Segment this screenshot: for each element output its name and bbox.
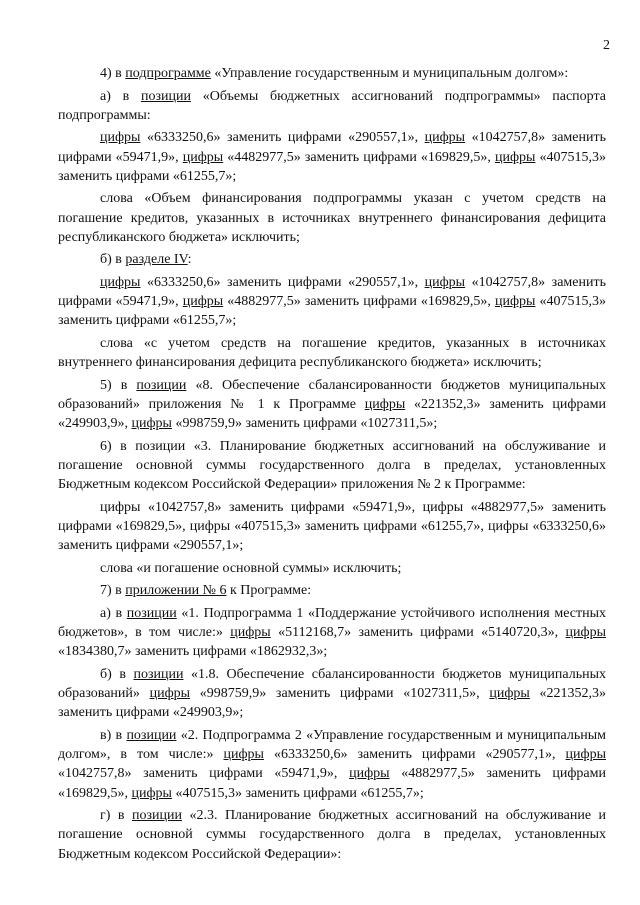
reference-link: цифры xyxy=(149,686,191,702)
reference-link: цифры xyxy=(364,396,406,412)
reference-link: цифры xyxy=(182,294,224,310)
paragraph xyxy=(58,604,606,662)
page-number: 2 xyxy=(603,38,610,53)
paragraph xyxy=(58,189,606,247)
text-segment: «1834380,7» заменить цифрами «1862932,3»; xyxy=(58,644,328,660)
reference-link: цифры xyxy=(100,274,141,290)
text-segment: «1042757,8» заменить цифрами «59471,9», xyxy=(58,766,350,782)
paragraph xyxy=(58,559,606,578)
text-segment: «2.3. Планирование бюджетных ассигнований на обслуживание и погашение основной суммы государственного долга в пределах, установленных Бюджетным кодексом Российской Федерации»: xyxy=(58,808,607,862)
reference-link: цифры xyxy=(565,747,606,763)
text-segment: «1.8. Обеспечение сбалансированности бюджетов муниципальных образований» xyxy=(58,666,606,702)
reference-link: цифры xyxy=(223,747,264,763)
reference-link: приложении № 6 xyxy=(125,583,227,599)
text-segment: «6333250,6» заменить цифрами «290557,1», xyxy=(140,274,425,290)
text-segment: «5112168,7» заменить цифрами «5140720,3», xyxy=(270,625,566,641)
text-segment: «998759,9» заменить цифрами «1027311,5»; xyxy=(171,416,438,432)
document-body xyxy=(58,64,606,867)
text-segment: «221352,3» заменить цифрами «249903,9»; xyxy=(58,686,607,721)
paragraph xyxy=(58,87,606,125)
text-segment: 7) в xyxy=(100,583,126,599)
paragraph xyxy=(58,64,606,83)
paragraph xyxy=(58,334,606,372)
reference-link: цифры xyxy=(494,149,536,165)
text-segment: «8. Обеспечение сбалансированности бюджетов муниципальных образований» приложения № 1 к Программе xyxy=(58,377,607,412)
reference-link: разделе IV xyxy=(125,252,188,268)
paragraph xyxy=(58,806,606,864)
text-segment: «4482977,5» заменить цифрами «169829,5», xyxy=(223,149,495,165)
text-segment: «Объемы бюджетных ассигнований подпрограммы» паспорта подпрограммы: xyxy=(58,88,606,123)
text-segment: «1042757,8» заменить цифрами «59471,9», xyxy=(58,130,606,165)
text-segment: 6) в позиции «3. Планирование бюджетных ассигнований на обслуживание и погашение основной суммы государственного долга в пределах, установленных Бюджетным кодексом Российской Федерации» приложения № 2 к Программе: xyxy=(58,438,606,493)
text-segment: а) в xyxy=(100,88,141,104)
text-segment: : xyxy=(187,252,192,268)
paragraph xyxy=(58,498,606,556)
reference-link: позиции xyxy=(131,808,182,824)
text-segment: «1042757,8» заменить цифрами «59471,9», xyxy=(58,274,606,310)
text-segment: цифры «1042757,8» заменить цифрами «59471,9», цифры «4882977,5» заменить цифрами «169829,5», цифры «407515,3» заменить цифрами «61255,7», цифры «6333250,6» заменить цифрами «290557,1»; xyxy=(58,499,606,554)
text-segment: «Управление государственным и муниципальным долгом»: xyxy=(210,66,569,81)
text-segment: «4882977,5» заменить цифрами «169829,5», xyxy=(223,294,495,310)
text-segment: слова «и погашение основной суммы» исключить; xyxy=(100,560,402,576)
reference-link: цифры xyxy=(489,686,530,702)
text-segment: «221352,3» заменить цифрами «249903,9», xyxy=(58,396,606,432)
text-segment: б) в xyxy=(100,666,134,682)
reference-link: цифры xyxy=(494,294,536,310)
reference-link: позиции xyxy=(126,727,177,743)
paragraph xyxy=(58,726,606,803)
text-segment: «407515,3» заменить цифрами «61255,7»; xyxy=(171,785,424,801)
text-segment: в) в xyxy=(100,727,127,743)
paragraph xyxy=(58,128,606,186)
paragraph xyxy=(58,437,606,495)
reference-link: цифры xyxy=(424,130,466,146)
reference-link: цифры xyxy=(424,274,466,290)
reference-link: цифры xyxy=(230,625,271,641)
paragraph xyxy=(58,376,606,434)
text-segment: 4) в xyxy=(100,66,126,81)
text-segment: «6333250,6» заменить цифрами «290577,1», xyxy=(263,747,566,763)
reference-link: цифры xyxy=(131,416,172,432)
reference-link: цифры xyxy=(349,766,390,782)
text-segment: г) в xyxy=(100,808,132,824)
reference-link: цифры xyxy=(100,130,141,146)
text-segment: «998759,9» заменить цифрами «1027311,5», xyxy=(190,686,490,702)
paragraph xyxy=(58,250,606,269)
text-segment: слова «с учетом средств на погашение кредитов, указанных в источниках внутреннего финансирования дефицита республиканского бюджета» исключить; xyxy=(58,335,606,371)
reference-link: позиции xyxy=(133,666,184,682)
text-segment: б) в xyxy=(100,252,126,268)
text-segment: «1. Подпрограмма 1 «Поддержание устойчивого исполнения местных бюджетов», в том числе:» xyxy=(58,605,606,641)
text-segment: «6333250,6» заменить цифрами «290557,1», xyxy=(140,130,425,146)
text-segment: «407515,3» заменить цифрами «61255,7»; xyxy=(58,294,606,329)
reference-link: подпрограмме xyxy=(125,66,211,81)
paragraph xyxy=(58,273,606,331)
text-segment: к Программе: xyxy=(226,583,312,599)
text-segment: «2. Подпрограмма 2 «Управление государственным и муниципальным долгом», в том числе:» xyxy=(58,727,607,763)
text-segment: «407515,3» заменить цифрами «61255,7»; xyxy=(58,149,606,184)
text-segment: 5) в xyxy=(100,377,137,393)
reference-link: цифры xyxy=(131,785,172,801)
reference-link: цифры xyxy=(565,625,607,641)
reference-link: цифры xyxy=(182,149,224,165)
paragraph xyxy=(58,665,606,723)
text-segment: а) в xyxy=(100,605,127,621)
text-segment: «4882977,5» заменить цифрами «169829,5», xyxy=(58,766,606,801)
reference-link: позиции xyxy=(126,605,177,621)
reference-link: позиции xyxy=(140,88,191,104)
text-segment: слова «Объем финансирования подпрограммы указан с учетом средств на погашение кредитов, указанных в источниках внутреннего финансирования дефицита республиканского бюджета» исключить; xyxy=(58,191,606,245)
reference-link: позиции xyxy=(136,377,187,393)
paragraph xyxy=(58,581,606,600)
